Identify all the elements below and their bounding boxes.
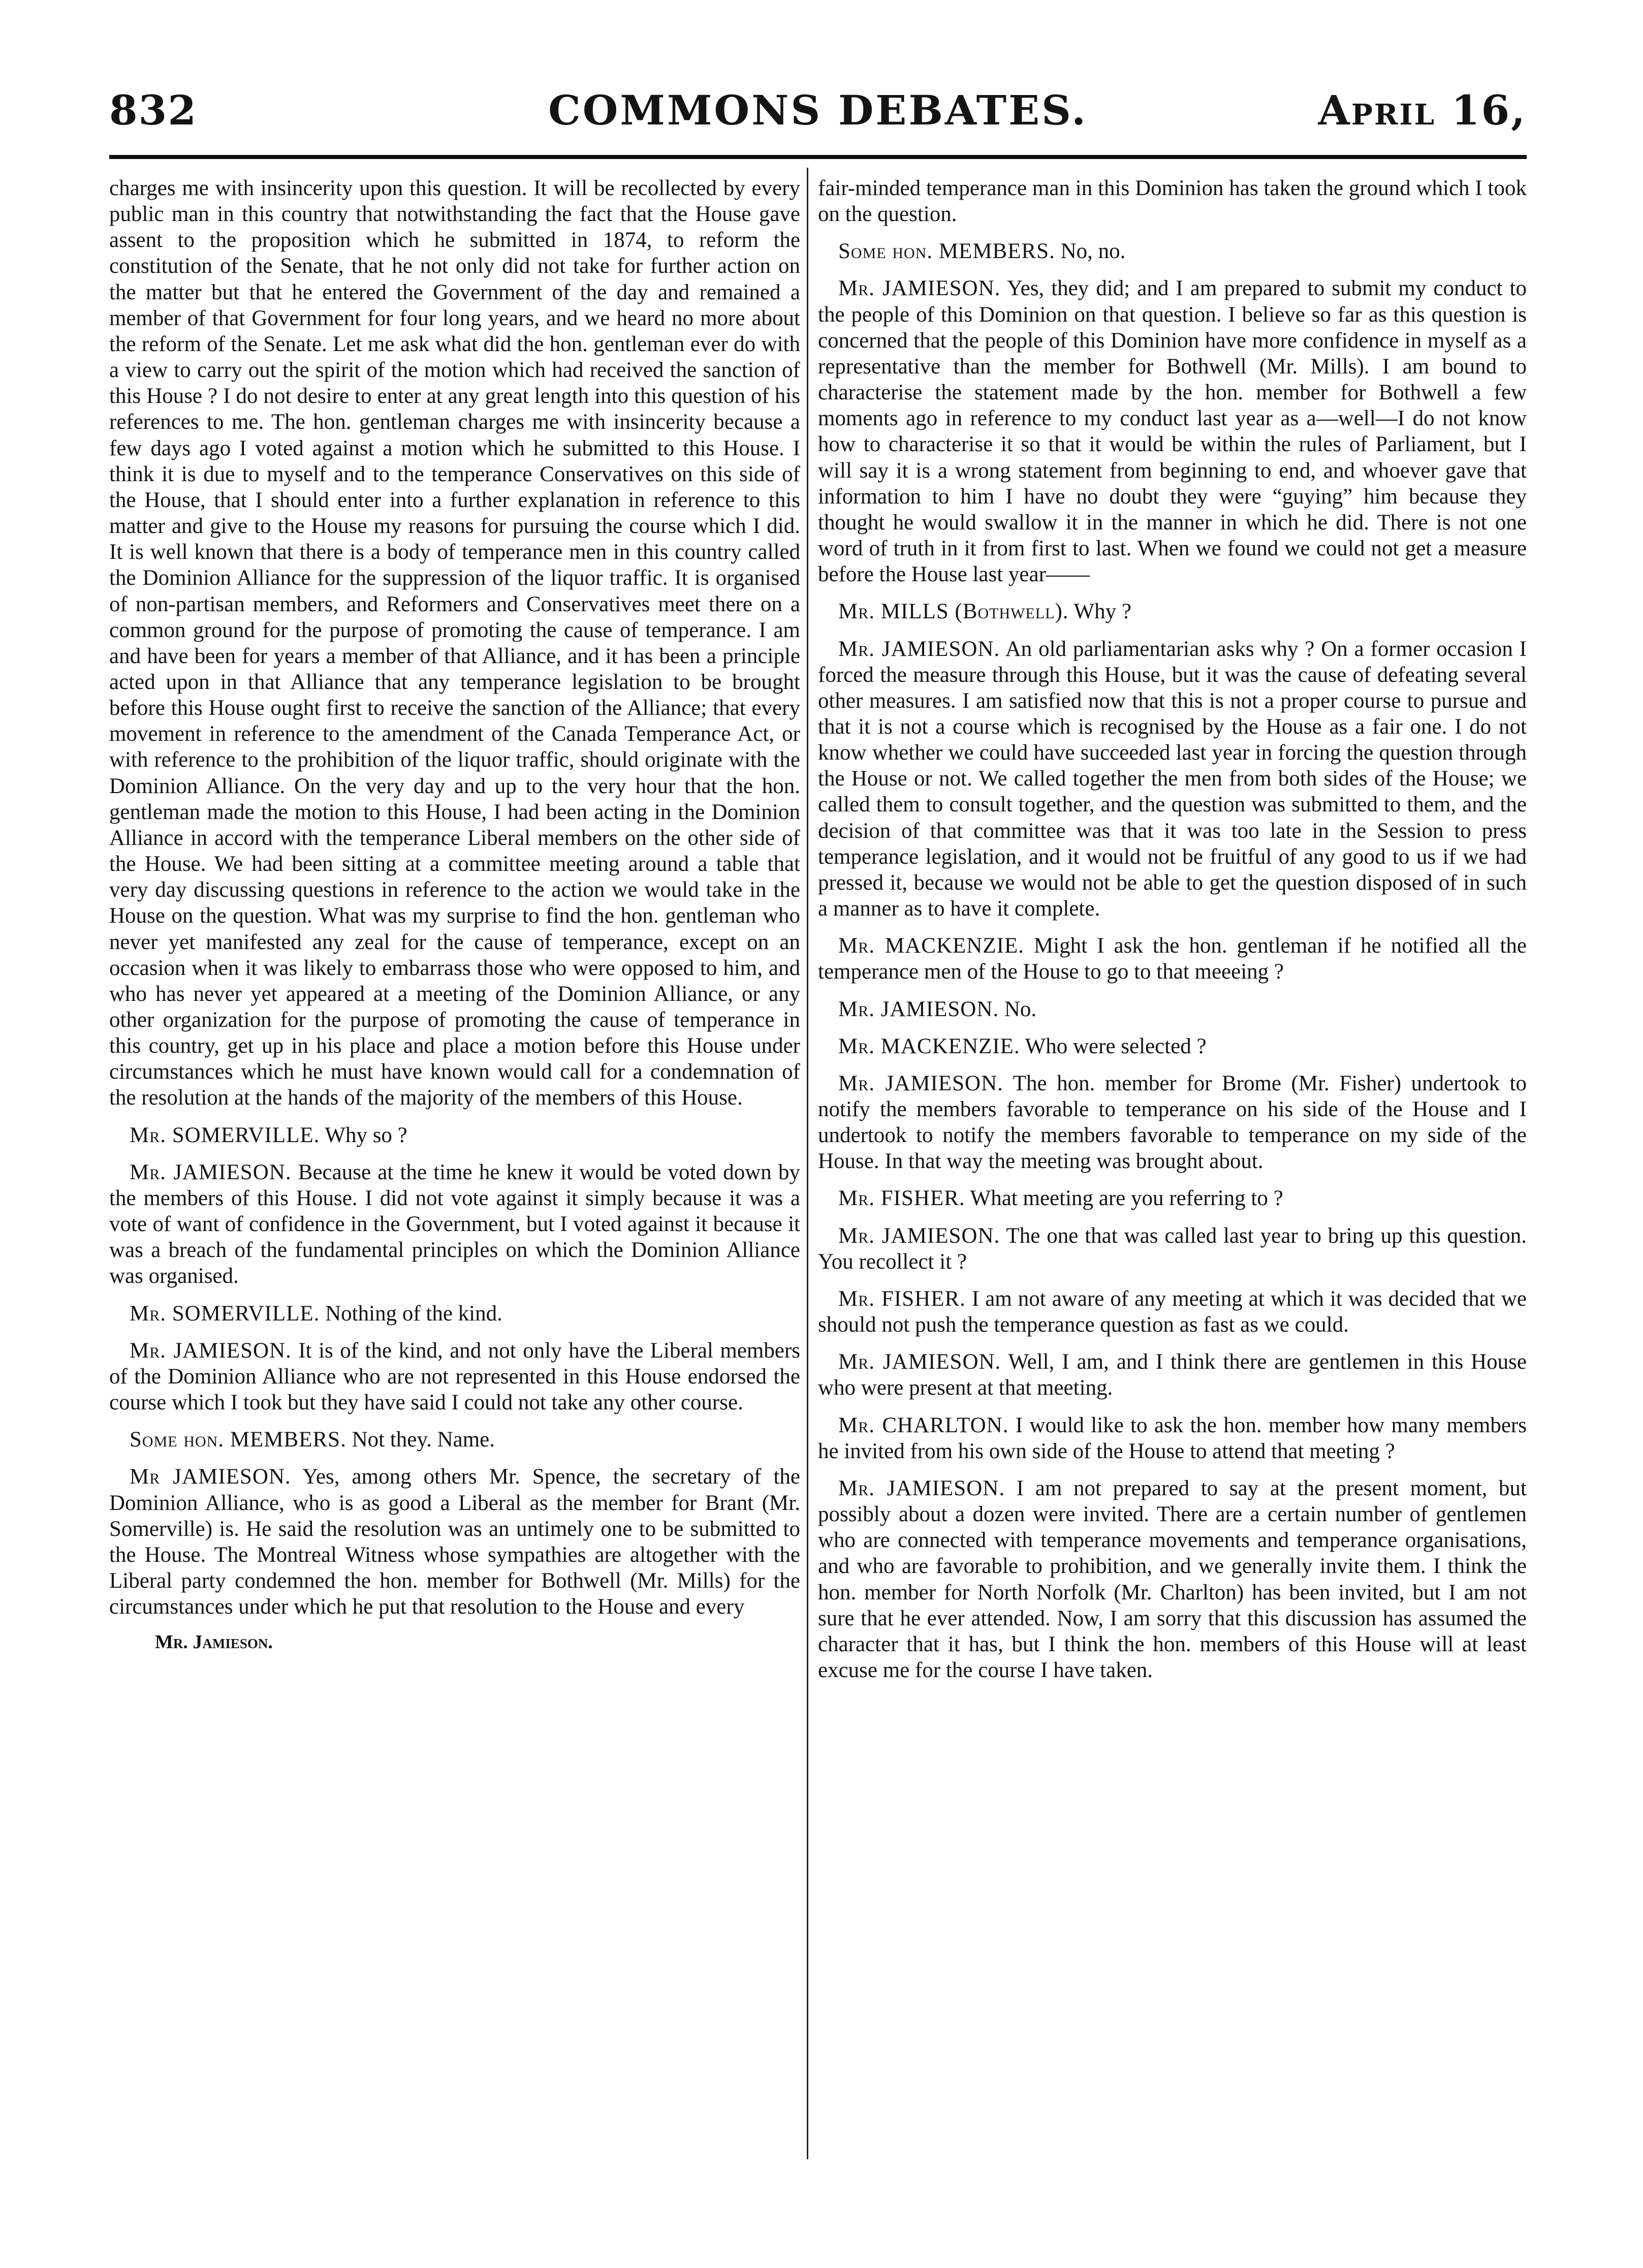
speaker-name: Mr. FISHER. [838,1186,965,1211]
speaker-name: Mr. MACKENZIE. [838,934,1024,958]
paragraph [818,238,1527,264]
paragraph [818,1349,1527,1401]
paragraph [818,175,1527,227]
catchword: Mr. Jamieson. [155,1631,273,1653]
paragraph [109,1464,800,1620]
paragraph-text: No. [1004,997,1037,1021]
paragraph-text: The one that was called last year to bring up this question. You recollect it ? [818,1223,1527,1274]
paragraph-text: The hon. member for Brome (Mr. Fisher) undertook to notify the members favorable to temperance on his side of the House and I undertook to notify the members favorable to temperance on my side of the House. In that way the meeting was brought about. [818,1071,1527,1174]
paragraph-text: I would like to ask the hon. member how many members he invited from his own side of the House to attend that meeting ? [818,1413,1527,1463]
column-divider [807,168,808,2159]
speaker-name: Some hon. MEMBERS. [838,239,1055,264]
paragraph [818,636,1527,922]
paragraph-text: I am not aware of any meeting at which it was decided that we should not push the temperance question as fast as we could. [818,1286,1527,1337]
paragraph [109,175,800,1111]
publication-title: COMMONS DEBATES. [548,86,1088,134]
paragraph-text: Might I ask the hon. gentleman if he notified all the temperance men of the House to go to that meeeing ? [818,934,1527,984]
paragraph-text: Well, I am, and I think there are gentlemen in this House who were present at that meeting. [818,1350,1527,1400]
paragraph-text: Yes, among others Mr. Spence, the secretary of the Dominion Alliance, who is as good a Liberal as the member for Brant (Mr. Somerville) is. He said the resolution was an untimely one to be submitted to the House. The Montreal Witness whose sympathies are altogether with the Liberal party condemned the hon. member for Bothwell (Mr. Mills) for the circumstances under which he put that resolution to the House and every [109,1465,800,1619]
paragraph-text: Yes, they did; and I am prepared to submit my conduct to the people of this Dominion on that question. I believe so far as this question is concerned that the people of this Dominion have more confidence in myself as a representative than the member for Bothwell (Mr. Mills). I am bound to characterise the statement made by the hon. member for Bothwell a few moments ago in reference to my conduct last year as a—well—I do not know how to characterise it so that it would be within the rules of Parliament, but I will say it is a wrong statement from beginning to end, and whoever gave that information to him I have no doubt they were “guying” him because they thought he would swallow it in the manner in which he did. There is not one word of truth in it from first to last. When we found we could not get a measure before the House last year—— [818,276,1527,587]
paragraph-text: An old parliamentarian asks why ? On a former occasion I forced the measure through this House, but it was the cause of defeating several other measures. I am satisfied now that this is not a proper course to pursue and that it is not a course which is recognised by the House as a fair one. I do not know whether we could have succeeded last year in forcing the question through the House or not. We called together the men from both sides of the House; we called them to consult together, and the question was submitted to them, and the decision of that committee was that it was too late in the Session to press temperance legislation, and it would not be fruitful of any good to us if we had pressed it, because we would not be able to get the question disposed of in such a manner as to have it complete. [818,637,1527,921]
page-header [109,86,1527,142]
paragraph [818,1070,1527,1175]
paragraph [109,1338,800,1415]
paragraph [818,1223,1527,1275]
paragraph-text: No, no. [1060,239,1126,264]
paragraph-text: Not they. Name. [352,1428,495,1452]
speaker-name: Mr. JAMIESON. [838,276,1001,301]
speaker-name: Mr. JAMIESON. [838,1071,1003,1095]
speaker-name: Mr. JAMIESON. [838,1350,1001,1374]
paragraph-text: Because at the time he knew it would be voted down by the members of this House. I did not vote against it simply because it was a vote of want of confidence in the Government, but I voted against it because it was a breach of the fundamental principles on which the Dominion Alliance was organised. [109,1160,800,1288]
paragraph-text: It is of the kind, and not only have the Liberal members of the Dominion Alliance who are not represented in this House endorsed the course which I took but they have said I could not take any other course. [109,1338,800,1415]
speaker-name: Mr. JAMIESON. [838,1223,1000,1248]
speaker-name: Mr. JAMIESON. [130,1338,292,1363]
speaker-name: Mr. MACKENZIE. [838,1034,1020,1058]
speaker-name: Mr. CHARLTON. [838,1413,1009,1437]
paragraph-text: Why ? [1073,600,1131,624]
paragraph [818,1033,1527,1059]
paragraph-text: fair-minded temperance man in this Dominion has taken the ground which I took on the question. [818,176,1527,227]
paragraph-text: I am not prepared to say at the present moment, but possibly about a dozen were invited. There are a certain number of gentlemen who are connected with temperance movements and temperance organisations, and who are favorable to prohibition, and we generally invite them. I think the hon. member for North Norfolk (Mr. Charlton) has been invited, but I am not sure that he ever attended. Now, I am sorry that this discussion has assumed the character that it has, but I think the hon. members of this House will at least excuse me for the course I have taken. [818,1476,1527,1682]
paragraph [818,598,1527,624]
paragraph-text: Who were selected ? [1025,1034,1207,1058]
paragraph [109,1301,800,1327]
speaker-name: Mr. JAMIESON. [838,637,1000,661]
speaker-name: Mr. JAMIESON. [838,1476,1005,1500]
speaker-name: Mr. SOMERVILLE. [130,1301,320,1326]
paragraph [818,1475,1527,1683]
speaker-name: Mr. SOMERVILLE. [130,1123,320,1147]
speaker-name: Mr JAMIESON. [130,1465,291,1489]
speaker-name: Mr. FISHER. [838,1286,966,1311]
header-rule [109,155,1527,159]
paragraph [109,1427,800,1453]
paragraph [109,1159,800,1289]
speaker-name: Mr. JAMIESON. [838,997,999,1021]
page-date: April 16, [1318,86,1527,134]
speaker-name: Some hon. MEMBERS. [130,1428,346,1452]
paragraph [109,1122,800,1148]
paragraph-text: What meeting are you referring to ? [970,1186,1283,1211]
paragraph [818,1412,1527,1464]
page-number: 832 [109,86,197,134]
speaker-name: Mr. MILLS (Bothwell). [838,600,1069,624]
paragraph-text: Why so ? [325,1123,407,1147]
left-column [109,175,800,2182]
paragraph-text: charges me with insincerity upon this question. It will be recollected by every public man in this country that notwithstanding the fact that the House gave assent to the proposition which he submitted in 1874, to reform the constitution of the Senate, that he not only did not take for further action on the matter but that he entered the Government of the day and remained a member of that Government for four long years, and we heard no more about the reform of the Senate. Let me ask what did the hon. gentleman ever do with a view to carry out the spirit of the motion which had received the sanction of this House ? I do not desire to enter at any great length into this question of his references to me. The hon. gentleman charges me with insincerity because a few days ago I voted against a motion which he submitted to this House. I think it is due to myself and to the temperance Conservatives on this side of the House, that I should enter into a further explanation in reference to this matter and give to the House my reasons for pursuing the course which I did. It is well known that there is a body of temperance men in this country called the Dominion Alliance for the suppression of the liquor traffic. It is organised of non-partisan members, and Reformers and Conservatives meet there on a common ground for the purpose of promoting the cause of temperance. I am and have been for years a member of that Alliance, and it has been a principle acted upon in that Alliance that any temperance legislation to be brought before this House ought first to receive the sanction of the Alliance; that every movement in reference to the amendment of the Canada Temperance Act, or with reference to the prohibition of the liquor traffic, should originate with the Dominion Alliance. On the very day and up to the very hour that the hon. gentleman made the motion to this House, I had been acting in the Dominion Alliance in accord with the temperance Liberal members on the other side of the House. We had been sitting at a committee meeting around a table that very day discussing questions in reference to the action we would take in the House on the question. What was my surprise to find the hon. gentleman who never yet manifested any zeal for the cause of temperance, except on an occasion when it was likely to embarrass those who were opposed to him, and who has never yet appeared at a meeting of the Dominion Alliance, or any other organization for the purpose of promoting the cause of temperance in this country, get up in his place and place a motion before this House under circumstances which he must have known would call for a condemnation of the resolution at the hands of the majority of the members of this House. [109,176,800,1110]
paragraph-text: Nothing of the kind. [325,1301,502,1326]
paragraph [818,1185,1527,1211]
paragraph [818,1286,1527,1338]
paragraph [818,275,1527,587]
right-column [818,175,1527,2182]
paragraph [818,933,1527,985]
paragraph [818,996,1527,1022]
speaker-name: Mr. JAMIESON. [130,1160,292,1184]
